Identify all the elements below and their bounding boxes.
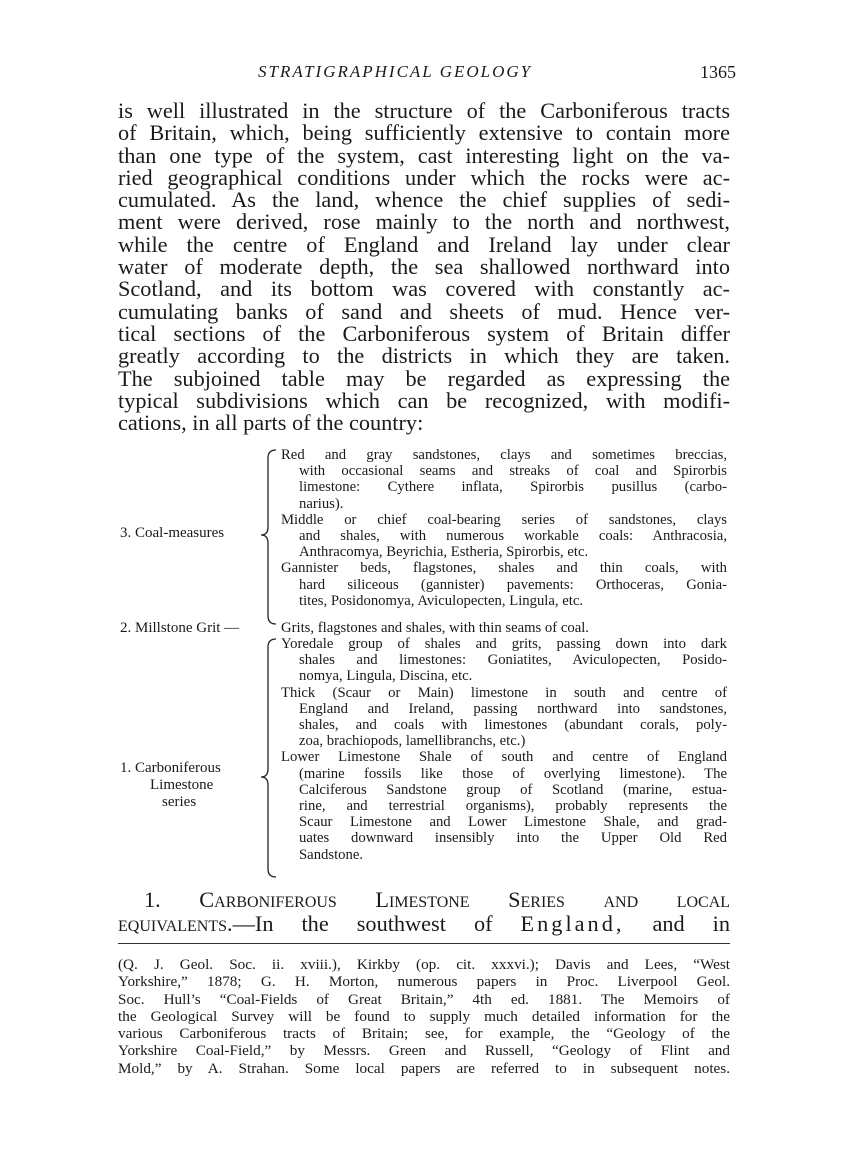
body-line: tical sections of the Carboniferous system of Britain differ: [118, 320, 730, 346]
coal-measures-description: [281, 447, 727, 609]
table-line: Grits, flagstones and shales, with thin seams of coal.: [281, 620, 589, 636]
table-line: zoa, brachiopods, lamellibranchs, etc.): [299, 733, 526, 750]
page-number: 1365: [700, 62, 736, 82]
body-line: than one type of the system, cast interesting light on the va-: [118, 142, 730, 168]
coal-measures-brace: [256, 448, 280, 626]
section-dash: —: [232, 911, 255, 936]
body-line: water of moderate depth, the sea shallowed northward into: [118, 254, 730, 280]
body-line: ried geographical conditions under which the rocks were ac-: [118, 164, 730, 190]
table-line: (marine fossils like those of overlying limestone). The: [299, 765, 727, 782]
section-title-word: Limestone: [375, 887, 470, 912]
table-line: shales, and coals with limestones (abundant corals, poly-: [299, 717, 727, 734]
table-line: Middle or chief coal-bearing series of sandstones, clays: [281, 511, 727, 528]
table-line: uates downward insensibly into the Upper Old Red: [299, 830, 727, 847]
body-paragraph: [118, 100, 730, 434]
carboniferous-brace: [256, 637, 280, 879]
table-line: Scaur Limestone and Lower Limestone Shale, and grad-: [299, 814, 727, 831]
body-line: cumulating banks of sand and sheets of mud. Hence ver-: [118, 298, 730, 324]
table-line: Sandstone.: [299, 846, 364, 863]
table-line: Calciferous Sandstone group of Scotland (marine, estua-: [299, 781, 727, 798]
table-line: Anthracomya, Beyrichia, Estheria, Spirorbis, etc.: [299, 544, 589, 561]
footnote-line: (Q. J. Geol. Soc. ii. xviii.), Kirkby (op. cit. xxxvi.); Davis and Lees, “West: [118, 956, 730, 973]
section-number: 1.: [144, 887, 161, 912]
footnote-line: Soc. Hull’s “Coal-Fields of Great Britain,” 4th ed. 1881. The Memoirs of: [118, 990, 730, 1008]
table-line: hard siliceous (gannister) pavements: Orthoceras, Gonia-: [299, 576, 727, 593]
coal-measures-label: 3. Coal-measures: [120, 525, 225, 541]
body-line: while the centre of England and Ireland lay under clear: [118, 231, 730, 257]
footnote-rule: [118, 943, 730, 944]
body-line: The subjoined table may be regarded as expressing the: [118, 365, 730, 391]
body-line: cations, in all parts of the country:: [118, 410, 424, 436]
section-title-word: equivalents.: [118, 911, 233, 936]
table-line: and shales, with numerous workable coals: Anthracosia,: [299, 528, 727, 545]
body-line: ment were derived, rose mainly to the north and northwest,: [118, 209, 730, 235]
table-line: Gannister beds, flagstones, shales and thin coals, with: [281, 560, 727, 577]
table-line: limestone: Cythere inflata, Spirorbis pusillus (carbo-: [299, 479, 727, 496]
carboniferous-label-line1: 1. Carboniferous: [120, 760, 221, 776]
table-line: shales and limestones: Goniatites, Aviculopecten, Posido-: [299, 652, 727, 669]
table-line: with occasional seams and streaks of coal and Spirorbis: [299, 463, 727, 480]
millstone-grit-dash: —: [224, 620, 240, 636]
millstone-grit-label: [120, 620, 239, 637]
millstone-grit-description: [281, 620, 727, 636]
table-line: Lower Limestone Shale of south and centre of England: [281, 749, 727, 766]
section-title-word: Series: [508, 887, 565, 912]
table-line: Red and gray sandstones, clays and sometimes breccias,: [281, 447, 727, 463]
body-line: greatly according to the districts in which they are taken.: [118, 343, 730, 369]
section-text: and in: [652, 911, 730, 936]
body-line: typical subdivisions which can be recognized, with modifi-: [118, 387, 730, 413]
body-line: Scotland, and its bottom was covered with constantly ac-: [118, 276, 730, 302]
section-title-word: and: [603, 887, 639, 912]
table-line: tites, Posidonomya, Aviculopecten, Lingula, etc.: [299, 592, 584, 609]
carboniferous-description: [281, 636, 727, 863]
footnote-line: Mold,” by A. Strahan. Some local papers are referred to in subsequent notes.: [118, 1059, 730, 1077]
table-line: nomya, Lingula, Discina, etc.: [299, 668, 473, 685]
section-heading-line2: [118, 912, 730, 936]
table-line: rine, and terrestrial organisms), probably represents the: [299, 798, 727, 815]
body-line: is well illustrated in the structure of the Carboniferous tracts: [118, 98, 730, 123]
section-heading: [118, 888, 730, 936]
body-line: cumulated. As the land, whence the chief supplies of sedi-: [118, 187, 730, 213]
body-line: of Britain, which, being sufficiently extensive to contain more: [118, 120, 730, 146]
running-head: STRATIGRAPHICAL GEOLOGY: [258, 62, 533, 81]
page-header: [118, 62, 738, 88]
footnote-line: various Carboniferous tracts of Britain; see, for example, the “Geology of the: [118, 1025, 730, 1043]
table-line: Thick (Scaur or Main) limestone in south and centre of: [281, 684, 727, 701]
carboniferous-label-line3: series: [162, 794, 197, 810]
footnote-line: the Geological Survey will be found to supply much detailed information for the: [118, 1007, 730, 1025]
section-title-word: local: [676, 887, 731, 912]
millstone-grit-label-text: 2. Millstone Grit: [120, 620, 221, 636]
footnote-line: Yorkshire Coal-Field,” by Messrs. Green and Russell, “Geology of Flint and: [118, 1042, 730, 1060]
section-title-word: Carboniferous: [199, 887, 337, 912]
section-heading-line1: [118, 888, 730, 912]
table-line: narius).: [299, 495, 344, 512]
section-text-spaced: England,: [520, 911, 625, 936]
footnote: [118, 956, 730, 1077]
section-text: In the southwest of: [254, 911, 493, 936]
carboniferous-label-line2: Limestone: [150, 777, 214, 793]
table-line: England and Ireland, passing northward into sandstones,: [299, 700, 727, 717]
footnote-line: Yorkshire,” 1878; G. H. Morton, numerous papers in Proc. Liverpool Geol.: [118, 973, 730, 991]
table-line: Yoredale group of shales and grits, passing down into dark: [281, 636, 727, 652]
